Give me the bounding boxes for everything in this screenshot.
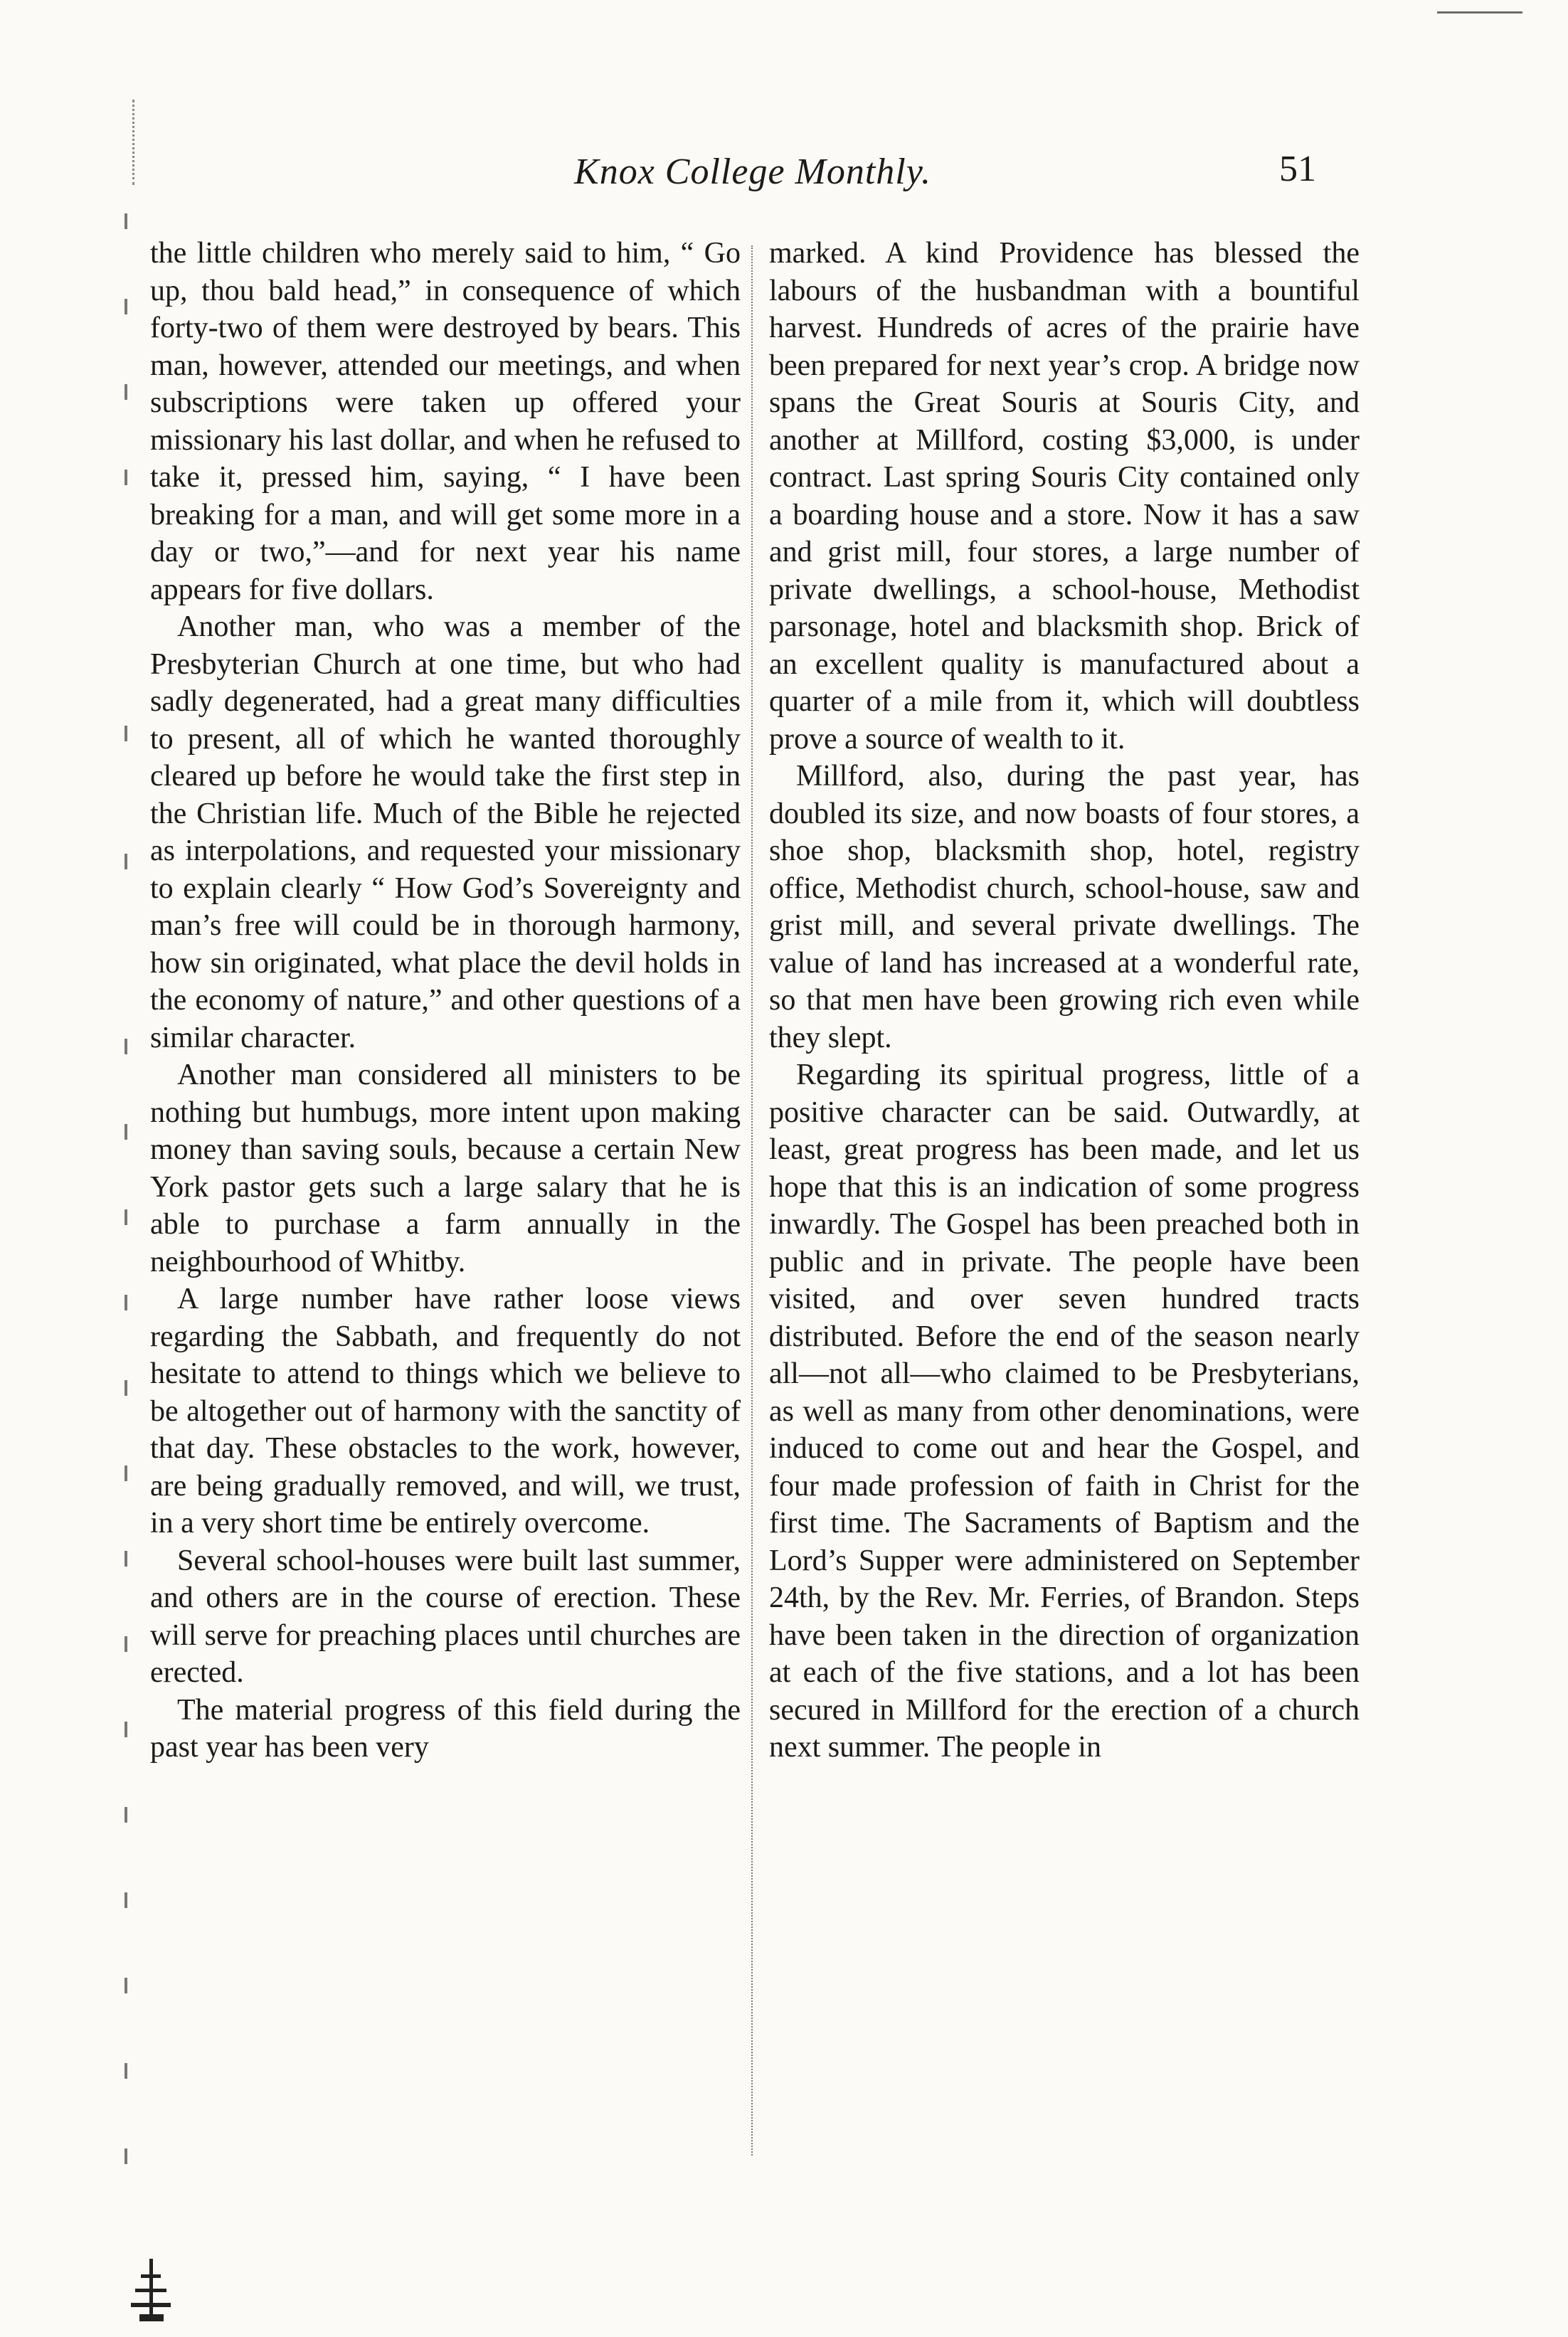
margin-dot [125, 1722, 127, 1737]
right-text-column [769, 235, 1360, 2180]
margin-dot [125, 1466, 127, 1481]
margin-dot [125, 726, 127, 741]
printer-mark-piece [131, 2303, 171, 2307]
margin-dot [125, 1807, 127, 1823]
margin-dot [125, 1209, 127, 1225]
left-margin-dots [125, 213, 146, 2205]
page-number: 51 [1279, 149, 1316, 189]
paragraph: marked. A kind Providence has blessed the labours of the husbandman with a bountiful harvest. Hundreds of acres of the prairie have been prepared for next year’s crop. A bridge now spans the Great Souris at Souris City, and another at Millford, costing $3,000, is under contract. Last spring Souris City contained only a boarding house and a store. Now it has a saw and grist mill, four stores, a large number of private dwellings, a school-house, Methodist parsonage, hotel and blacksmith shop. Brick of an excellent quality is manufactured about a quarter of a mile from it, which will doubtless prove a source of wealth to it. [769, 237, 1360, 756]
margin-dot [125, 1551, 127, 1567]
margin-dot [125, 1978, 127, 1993]
paragraph: Another man, who was a member of the Presbyterian Church at one time, but who had sadly degenerated, had a great many difficulties to present, all of which he wanted thoroughly cleared up before he would take the first step in the Christian life. Much of the Bible he rejected as interpolations, and requested your missionary to explain clearly “ How God’s Sovereignty and man’s free will could be in thorough harmony, how sin originated, what place the devil holds in the economy of nature,” and other questions of a similar character. [150, 610, 741, 1054]
running-header-title: Knox College Monthly. [574, 152, 931, 192]
margin-dot [125, 1892, 127, 1908]
printer-mark-piece [139, 2314, 164, 2321]
printer-mark-piece [141, 2274, 161, 2278]
margin-dot [125, 1636, 127, 1652]
top-rule [1437, 11, 1522, 14]
margin-mark-line [132, 100, 134, 185]
margin-dot [125, 1295, 127, 1310]
margin-dot [125, 2063, 127, 2079]
column-divider [751, 245, 753, 2156]
margin-dot [125, 1039, 127, 1054]
paragraph: A large number have rather loose views regarding the Sabbath, and frequently do not hesitate to attend to things which we believe to be altogether out of harmony with the sanctity of that day. These obstacles to the work, however, are being gradually removed, and will, we trust, in a very short time be entirely overcome. [150, 1283, 741, 1540]
margin-dot [125, 213, 127, 229]
printer-mark-icon [125, 2259, 186, 2324]
paragraph: Millford, also, during the past year, has doubled its size, and now boasts of four stores, a shoe shop, blacksmith shop, hotel, registry office, Methodist church, school-house, saw and grist mill, and several private dwellings. The value of land has increased at a wonderful rate, so that men have been growing rich even while they slept. [769, 760, 1360, 1054]
margin-dot [125, 470, 127, 485]
paragraph: Several school-houses were built last summer, and others are in the course of erection. These will serve for preaching places until churches are erected. [150, 1544, 741, 1689]
paragraph: The material progress of this field during the past year has been very [150, 1693, 741, 1764]
paragraph: the little children who merely said to him, “ Go up, thou bald head,” in consequence of which forty-two of them were destroyed by bears. This man, however, attended our meetings, and when subscriptions were taken up offered your missionary his last dollar, and when he refused to take it, pressed him, saying, “ I have been breaking for a man, and will get some more in a day or two,”—and for next year his name appears for five dollars. [150, 237, 741, 606]
margin-dot [125, 1124, 127, 1140]
left-text-column [150, 235, 741, 2180]
margin-dot [125, 2148, 127, 2164]
paragraph: Regarding its spiritual progress, little of a positive character can be said. Outwardly, at least, great progress has been made, and let us hope that this is an indication of some progress inwardly. The Gospel has been preached both in public and in private. The people have been visited, and over seven hundred tracts distributed. Before the end of the season nearly all—not all—who claimed to be Presbyterians, as well as many from other denominations, were induced to come out and hear the Gospel, and four made profession of faith in Christ for the first time. The Sacraments of Baptism and the Lord’s Supper were administered on September 24th, by the Rev. Mr. Ferries, of Brandon. Steps have been taken in the direction of organization at each of the five stations, and a lot has been secured in Millford for the erection of a church next summer. The people in [769, 1059, 1360, 1764]
margin-dot [125, 1380, 127, 1396]
printer-mark-piece [135, 2289, 166, 2292]
margin-dot [125, 854, 127, 869]
paragraph: Another man considered all ministers to be nothing but humbugs, more intent upon making money than saving souls, because a certain New York pastor gets such a large salary that he is able to purchase a farm annually in the neighbourhood of Whitby. [150, 1059, 741, 1278]
margin-dot [125, 384, 127, 400]
margin-dot [125, 299, 127, 314]
